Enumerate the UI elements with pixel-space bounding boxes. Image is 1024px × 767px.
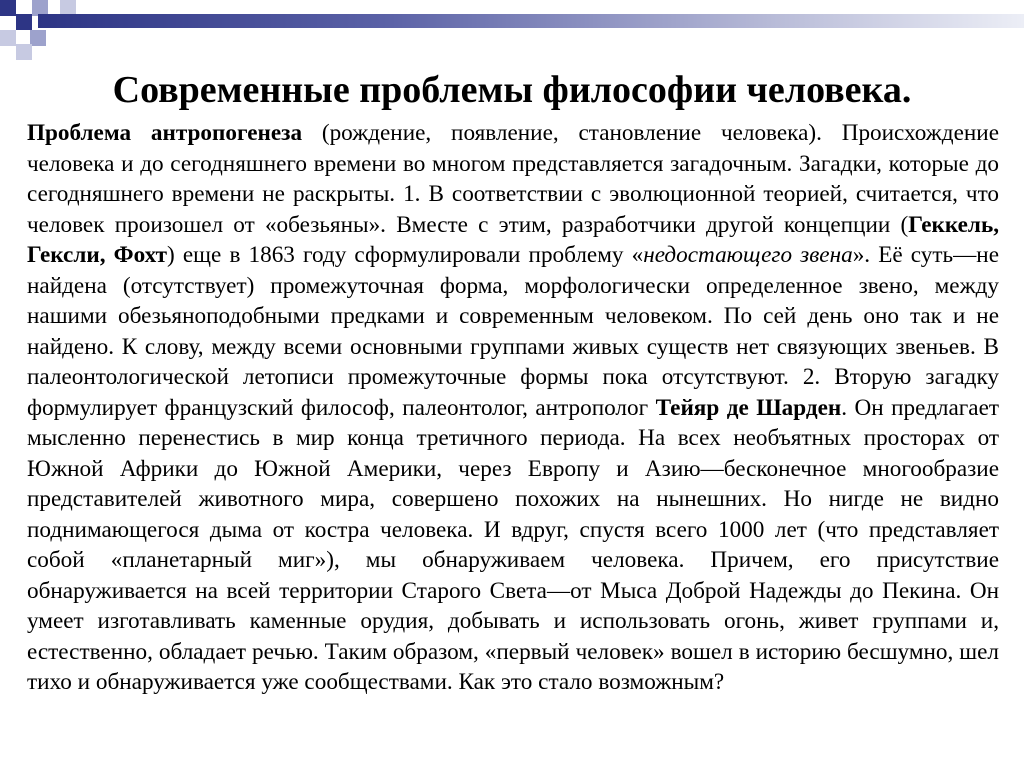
decor-square xyxy=(16,14,32,30)
body-text-part: (рождение, появление, становление человека). Происхождение человека и до сегодняшнего времени во многом представляется загадочным. Загадки, которые до сегодняшнего времени не раскрыты. 1. В соответствии с эволюционной теорией, считается, что человек произошел от «обезьяны». Вместе с этим, разработчики другой концепции ( xyxy=(27,120,999,238)
body-text-part: . Он предлагает мысленно перенестись в мир конца третичного периода. На всех необъятных просторах от Южной Африки до Южной Америки, через Европу и Азию—бесконечное многообразие представителей животного мира, совершено похожих на нынешних. Но нигде не видно поднимающегося дыма от костра человека. И вдруг, спустя всего 1000 лет (что представляет собой «планетарный миг»), мы обнаруживаем человека. Причем, его присутствие обнаруживается на всей территории Старого Света—от Мыса Доброй Надежды до Пекина. Он умеет изготавливать каменные орудия, добывать и использовать огонь, живет группами и, естественно, обладает речью. Таким образом, «первый человек» вошел в историю бесшумно, шел тихо и обнаруживается уже сообществами. Как это стало возможным? xyxy=(27,394,999,695)
decor-square xyxy=(0,0,16,16)
decor-square xyxy=(16,44,32,60)
decor-square xyxy=(0,30,16,46)
scientists-names: Геккель, Гексли, Фохт xyxy=(27,211,999,268)
body-text-part: ». Её суть—не найдена (отсутствует) промежуточная форма, морфологически определенное звено, между нашими обезьяноподобными предками и современным человеком. По сей день оно так и не найдено. К слову, между всеми основными группами живых существ нет связующих звеньев. В палеонтологической летописи промежуточные формы пока отсутствуют. 2. Вторую загадку формулирует французский философ, палеонтолог, антрополог xyxy=(27,242,999,421)
body-paragraph xyxy=(27,118,999,698)
header-gradient-bar xyxy=(38,14,1024,28)
teilhard-name: Тейяр де Шарден xyxy=(655,394,842,421)
term-anthropogenesis: Проблема антропогенеза xyxy=(27,120,303,146)
body-text-part: ) еще в 1863 году сформулировали проблему « xyxy=(167,242,644,268)
decor-square xyxy=(30,30,46,46)
missing-link-term: недостающего звена xyxy=(643,242,853,268)
slide-title: Современные проблемы философии человека. xyxy=(112,69,912,111)
